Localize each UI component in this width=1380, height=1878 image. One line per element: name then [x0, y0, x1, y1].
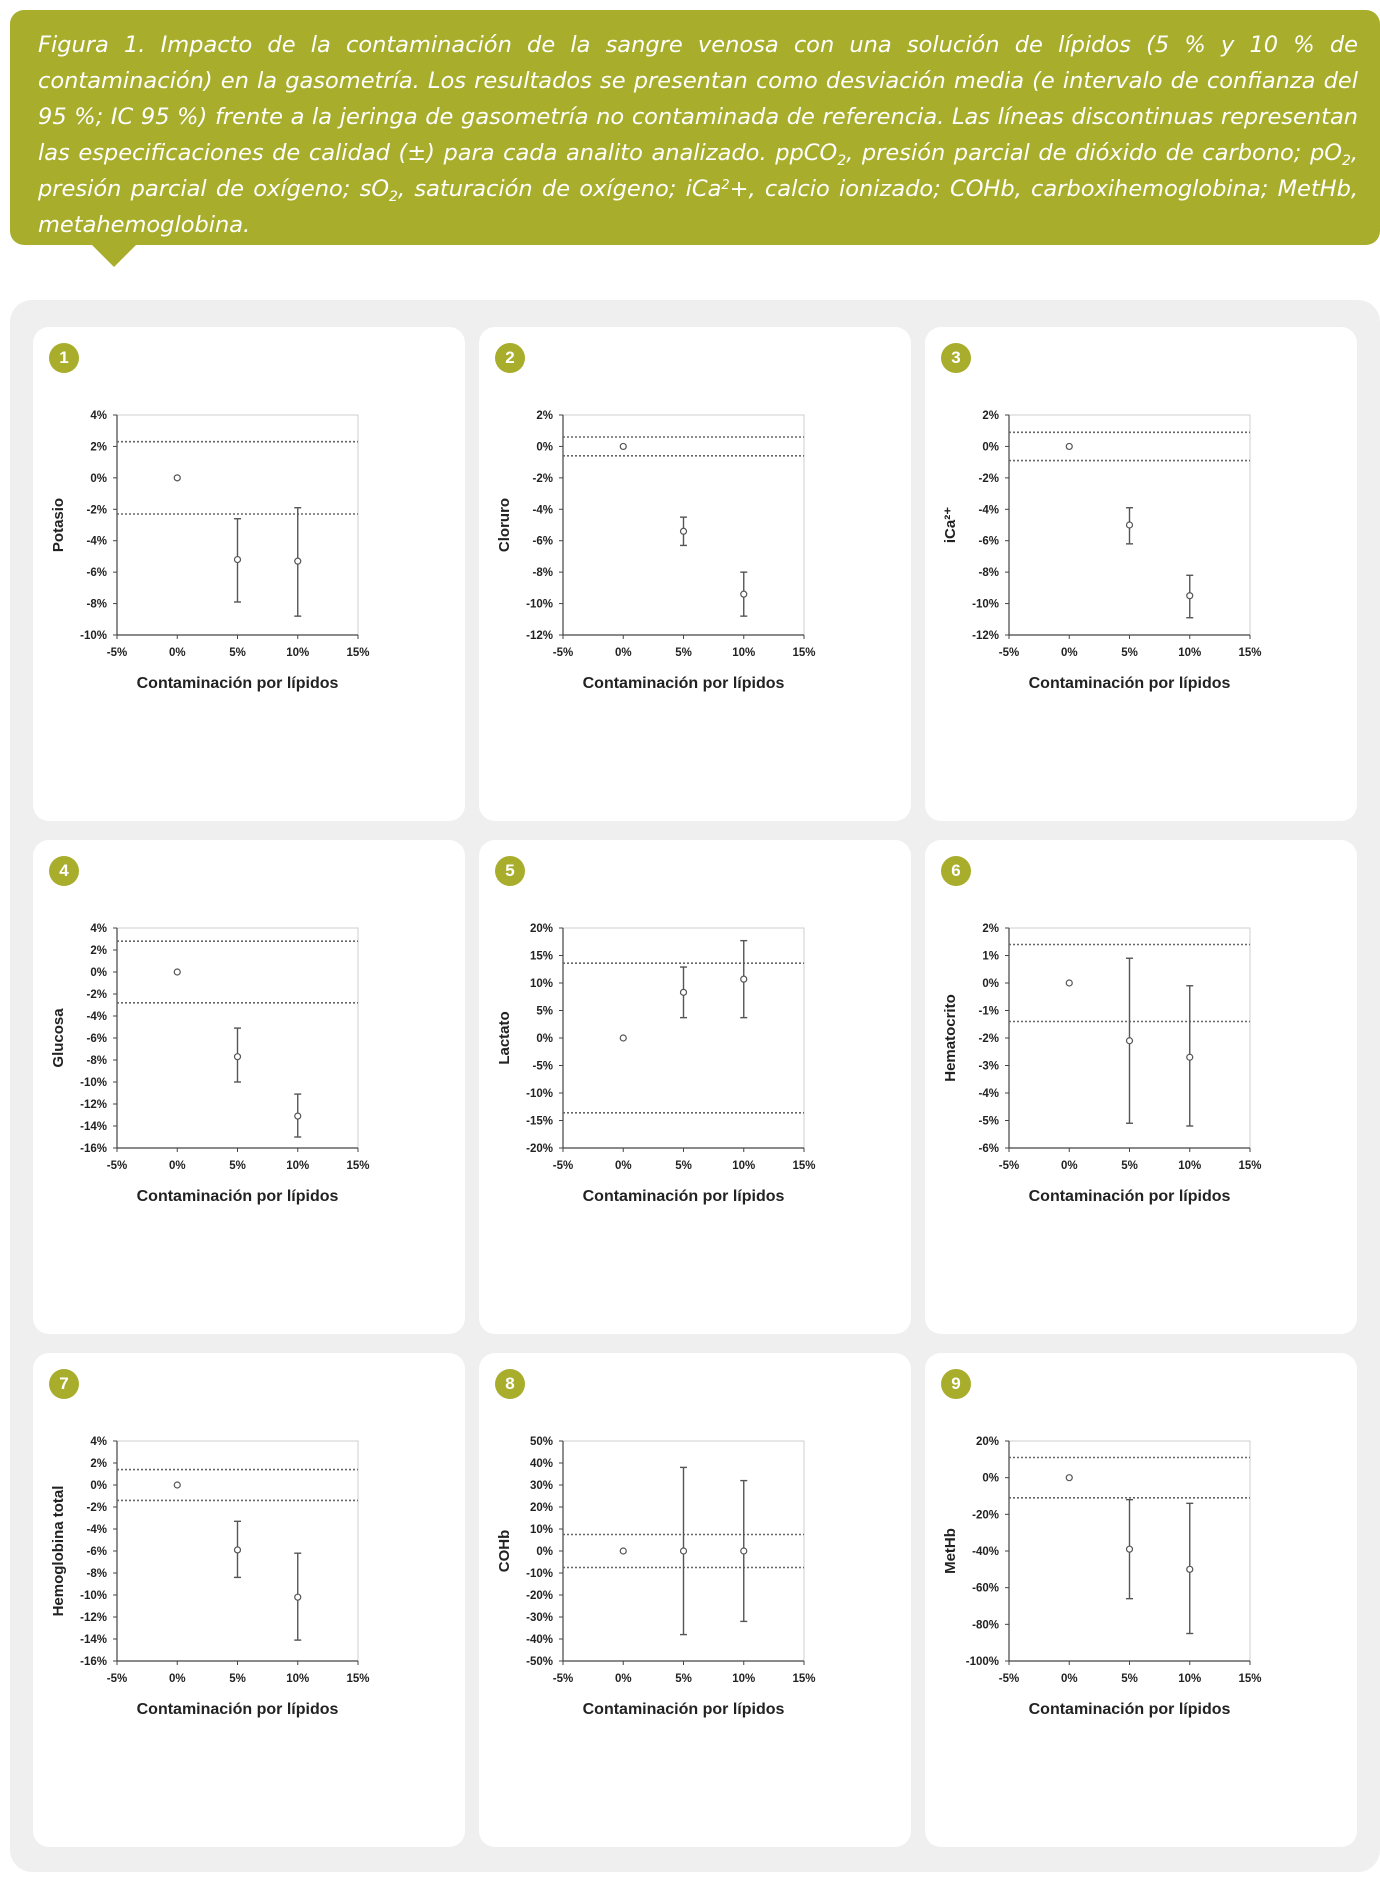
y-tick-label: -6%: [978, 1143, 999, 1155]
x-tick-label: 0%: [168, 1160, 186, 1172]
y-tick-label: 0%: [982, 441, 999, 454]
mean-deviation-point: [1187, 1054, 1193, 1060]
y-tick-label: -6%: [86, 567, 107, 580]
y-tick-label: -16%: [80, 1656, 107, 1668]
x-tick-label: 0%: [1060, 1673, 1078, 1685]
x-axis-label: Contaminación por lípidos: [136, 1188, 339, 1205]
y-tick-label: -20%: [972, 1509, 999, 1522]
x-tick-label: 5%: [675, 647, 692, 659]
y-tick-label: -10%: [526, 1088, 553, 1100]
y-tick-label: -14%: [80, 1634, 107, 1646]
y-tick-label: -4%: [86, 1011, 107, 1023]
mean-deviation-point: [235, 1054, 241, 1060]
y-axis-label: Glucosa: [50, 1008, 67, 1068]
chart-glucosa: [33, 840, 465, 1334]
chart-card-7: [33, 1353, 465, 1847]
y-tick-label: -12%: [526, 630, 553, 642]
x-tick-label: 5%: [675, 1673, 692, 1685]
mean-deviation-point: [1066, 443, 1072, 449]
y-tick-label: -8%: [86, 1055, 107, 1067]
y-tick-label: 20%: [975, 1436, 999, 1448]
chart-number-badge: 8: [495, 1369, 525, 1399]
chart-card-3: [925, 327, 1357, 821]
y-axis-label: Lactato: [496, 1011, 513, 1065]
y-tick-label: 2%: [982, 923, 999, 935]
mean-deviation-point: [1066, 1475, 1072, 1481]
x-tick-label: 15%: [792, 1160, 816, 1172]
y-tick-label: -12%: [80, 1099, 107, 1111]
x-axis-label: Contaminación por lípidos: [1028, 1701, 1231, 1718]
y-tick-label: -2%: [86, 1502, 107, 1514]
y-axis-label: MetHb: [942, 1528, 959, 1574]
y-axis-label: Hemoglobina total: [50, 1485, 67, 1617]
y-tick-label: 2%: [982, 410, 999, 422]
charts-panel: [10, 300, 1380, 1872]
caption-superscript: 2: [721, 178, 730, 193]
x-tick-label: 0%: [614, 1160, 632, 1172]
chart-methb: [925, 1353, 1357, 1847]
y-tick-label: -10%: [972, 598, 999, 611]
mean-deviation-point: [620, 1035, 626, 1041]
y-tick-label: 30%: [529, 1480, 553, 1492]
chart-cloruro: [479, 327, 911, 821]
y-tick-label: -6%: [532, 535, 553, 548]
caption-subscript: 2: [837, 153, 847, 169]
mean-deviation-point: [295, 1594, 301, 1600]
x-axis-label: Contaminación por lípidos: [136, 1701, 339, 1718]
chart-number-badge: 4: [49, 856, 79, 886]
x-tick-label: 10%: [1178, 1160, 1202, 1172]
y-tick-label: -2%: [86, 504, 107, 517]
y-tick-label: -8%: [86, 598, 107, 611]
x-tick-label: 10%: [286, 1673, 310, 1685]
y-tick-label: -5%: [532, 1060, 553, 1073]
y-tick-label: -10%: [80, 630, 107, 642]
mean-deviation-point: [1127, 522, 1133, 528]
y-tick-label: 0%: [982, 978, 999, 990]
chart-card-8: [479, 1353, 911, 1847]
caption-text-part: Impacto de la contaminación de la sangre venosa con una solución de lípidos (5 % y 10 % de contaminación) en la gasometría. Los resultados se presentan como desviación media (e intervalo de confianza del 95 %; IC 95 %) frente a la jeringa de gasometría no contaminada de referencia. Las líneas discontinuas representan las especificaciones de calidad (±) para cada analito analizado. ppCO: [38, 32, 1358, 166]
x-tick-label: -5%: [998, 1160, 1020, 1172]
y-tick-label: -2%: [978, 472, 999, 485]
chart-card-2: [479, 327, 911, 821]
x-tick-label: 15%: [792, 647, 816, 659]
chart-ica: [925, 327, 1357, 821]
y-tick-label: -16%: [80, 1143, 107, 1155]
x-tick-label: 0%: [1060, 1160, 1078, 1172]
y-tick-label: -10%: [526, 1568, 553, 1580]
y-tick-label: -8%: [978, 567, 999, 580]
chart-number-badge: 5: [495, 856, 525, 886]
y-tick-label: -6%: [86, 1033, 107, 1045]
y-tick-label: -4%: [532, 504, 553, 517]
x-tick-label: 5%: [1121, 647, 1138, 659]
x-tick-label: 15%: [346, 647, 370, 659]
mean-deviation-point: [1127, 1038, 1133, 1044]
chart-card-1: [33, 327, 465, 821]
y-tick-label: -3%: [978, 1060, 999, 1073]
x-tick-label: 10%: [732, 647, 756, 659]
y-tick-label: -4%: [978, 1088, 999, 1100]
x-tick-label: 5%: [1121, 1160, 1138, 1172]
y-tick-label: 2%: [90, 441, 107, 454]
y-tick-label: -2%: [978, 1033, 999, 1045]
mean-deviation-point: [1066, 980, 1072, 986]
y-tick-label: -10%: [80, 1590, 107, 1602]
mean-deviation-point: [1187, 593, 1193, 599]
x-tick-label: 0%: [1060, 647, 1078, 659]
y-tick-label: 2%: [536, 410, 553, 422]
y-tick-label: -4%: [86, 1524, 107, 1536]
y-tick-label: -10%: [526, 598, 553, 611]
x-tick-label: -5%: [552, 1160, 574, 1172]
x-tick-label: 15%: [792, 1673, 816, 1685]
y-tick-label: -40%: [972, 1546, 999, 1558]
x-tick-label: -5%: [552, 1673, 574, 1685]
mean-deviation-point: [174, 1482, 180, 1488]
x-tick-label: 10%: [1178, 1673, 1202, 1685]
y-tick-label: 0%: [90, 1480, 107, 1492]
y-tick-label: 2%: [90, 1458, 107, 1470]
y-tick-label: -40%: [526, 1634, 553, 1646]
y-tick-label: -10%: [80, 1077, 107, 1089]
y-tick-label: -6%: [978, 535, 999, 548]
y-tick-label: 10%: [529, 978, 553, 990]
x-tick-label: 15%: [346, 1160, 370, 1172]
mean-deviation-point: [620, 443, 626, 449]
chart-card-9: [925, 1353, 1357, 1847]
mean-deviation-point: [235, 1547, 241, 1553]
y-tick-label: 4%: [90, 923, 107, 935]
x-tick-label: 5%: [229, 1160, 246, 1172]
y-tick-label: -14%: [80, 1121, 107, 1133]
chart-number-badge: 6: [941, 856, 971, 886]
y-tick-label: 20%: [529, 1502, 553, 1514]
caption-text-part: +, calcio ionizado; COHb, carboxihemoglobina; MetHb, metahemoglobina.: [38, 176, 1358, 238]
y-tick-label: 0%: [536, 1033, 553, 1045]
y-tick-label: -4%: [86, 535, 107, 548]
x-tick-label: 10%: [286, 1160, 310, 1172]
y-tick-label: -6%: [86, 1546, 107, 1558]
x-tick-label: -5%: [106, 647, 128, 659]
mean-deviation-point: [681, 989, 687, 995]
y-tick-label: 0%: [982, 1472, 999, 1485]
x-tick-label: 5%: [229, 1673, 246, 1685]
chart-number-badge: 1: [49, 343, 79, 373]
y-tick-label: 0%: [536, 441, 553, 454]
x-tick-label: 0%: [614, 1673, 632, 1685]
x-tick-label: 10%: [286, 647, 310, 659]
mean-deviation-point: [620, 1548, 626, 1554]
caption-subscript: 2: [389, 189, 398, 205]
mean-deviation-point: [1187, 1566, 1193, 1572]
y-axis-label: Hematocrito: [942, 994, 959, 1082]
y-tick-label: -4%: [978, 504, 999, 517]
mean-deviation-point: [295, 1113, 301, 1119]
chart-card-6: [925, 840, 1357, 1334]
y-tick-label: -5%: [978, 1115, 999, 1128]
x-axis-label: Contaminación por lípidos: [1028, 675, 1231, 692]
y-tick-label: 0%: [90, 472, 107, 485]
y-tick-label: -8%: [532, 567, 553, 580]
chart-number-badge: 7: [49, 1369, 79, 1399]
y-tick-label: 0%: [90, 967, 107, 979]
mean-deviation-point: [174, 969, 180, 975]
x-tick-label: 0%: [614, 647, 632, 659]
mean-deviation-point: [1127, 1546, 1133, 1552]
x-axis-label: Contaminación por lípidos: [582, 675, 785, 692]
y-tick-label: -20%: [526, 1590, 553, 1602]
y-tick-label: -100%: [965, 1656, 999, 1668]
mean-deviation-point: [741, 1548, 747, 1554]
x-tick-label: 0%: [168, 647, 186, 659]
x-tick-label: 10%: [1178, 647, 1202, 659]
y-tick-label: -1%: [978, 1005, 999, 1018]
x-tick-label: -5%: [552, 647, 574, 659]
y-axis-label: Potasio: [50, 497, 67, 553]
x-tick-label: 10%: [732, 1673, 756, 1685]
plot-frame: [563, 928, 804, 1148]
y-tick-label: 40%: [529, 1458, 553, 1470]
x-tick-label: 15%: [1238, 1160, 1262, 1172]
y-tick-label: 15%: [529, 950, 553, 963]
y-tick-label: 2%: [90, 945, 107, 957]
x-tick-label: 15%: [1238, 647, 1262, 659]
chart-number-badge: 3: [941, 343, 971, 373]
y-tick-label: -8%: [86, 1568, 107, 1580]
caption-text-part: , saturación de oxígeno; iCa: [397, 176, 722, 202]
y-tick-label: -12%: [972, 630, 999, 642]
caption-subscript: 2: [1341, 153, 1351, 169]
mean-deviation-point: [235, 557, 241, 563]
x-tick-label: -5%: [998, 647, 1020, 659]
y-tick-label: 20%: [529, 923, 553, 935]
y-tick-label: -30%: [526, 1612, 553, 1624]
chart-cohb: [479, 1353, 911, 1847]
mean-deviation-point: [741, 591, 747, 597]
caption-text-part: , presión parcial de dióxido de carbono; pO: [846, 140, 1342, 166]
x-axis-label: Contaminación por lípidos: [582, 1188, 785, 1205]
chart-hemoglobina-total: [33, 1353, 465, 1847]
y-tick-label: -15%: [526, 1115, 553, 1128]
y-tick-label: -50%: [526, 1656, 553, 1668]
x-tick-label: 5%: [675, 1160, 692, 1172]
figure-caption: [38, 27, 1358, 243]
chart-number-badge: 9: [941, 1369, 971, 1399]
y-tick-label: -2%: [86, 989, 107, 1001]
mean-deviation-point: [681, 528, 687, 534]
x-axis-label: Contaminación por lípidos: [582, 1701, 785, 1718]
chart-number-badge: 2: [495, 343, 525, 373]
y-tick-label: 4%: [90, 1436, 107, 1448]
mean-deviation-point: [681, 1548, 687, 1554]
mean-deviation-point: [295, 558, 301, 564]
x-tick-label: 5%: [229, 647, 246, 659]
chart-hematocrito: [925, 840, 1357, 1334]
x-tick-label: 15%: [1238, 1673, 1262, 1685]
x-tick-label: -5%: [106, 1673, 128, 1685]
y-tick-label: -80%: [972, 1619, 999, 1632]
chart-card-5: [479, 840, 911, 1334]
figure-caption-box: [10, 10, 1380, 245]
y-tick-label: 5%: [536, 1005, 553, 1018]
y-axis-label: COHb: [496, 1529, 513, 1573]
x-tick-label: -5%: [998, 1673, 1020, 1685]
y-axis-label: iCa²⁺: [942, 506, 959, 544]
x-tick-label: 10%: [732, 1160, 756, 1172]
mean-deviation-point: [174, 475, 180, 481]
x-tick-label: 15%: [346, 1673, 370, 1685]
chart-card-4: [33, 840, 465, 1334]
x-tick-label: 0%: [168, 1673, 186, 1685]
y-tick-label: -12%: [80, 1612, 107, 1624]
caption-figure-label: Figura 1.: [38, 32, 146, 58]
x-tick-label: 5%: [1121, 1673, 1138, 1685]
y-tick-label: -2%: [532, 472, 553, 485]
y-tick-label: 50%: [529, 1436, 553, 1448]
x-axis-label: Contaminación por lípidos: [136, 675, 339, 692]
mean-deviation-point: [741, 976, 747, 982]
y-tick-label: 10%: [529, 1524, 553, 1536]
y-axis-label: Cloruro: [496, 497, 513, 553]
y-tick-label: -20%: [526, 1143, 553, 1155]
y-tick-label: 1%: [982, 950, 999, 963]
y-tick-label: -60%: [972, 1582, 999, 1595]
x-tick-label: -5%: [106, 1160, 128, 1172]
caption-text-part: , presión parcial de oxígeno; sO: [38, 140, 1359, 202]
chart-lactato: [479, 840, 911, 1334]
y-tick-label: 0%: [536, 1546, 553, 1558]
y-tick-label: 4%: [90, 410, 107, 422]
chart-potasio: [33, 327, 465, 821]
x-axis-label: Contaminación por lípidos: [1028, 1188, 1231, 1205]
